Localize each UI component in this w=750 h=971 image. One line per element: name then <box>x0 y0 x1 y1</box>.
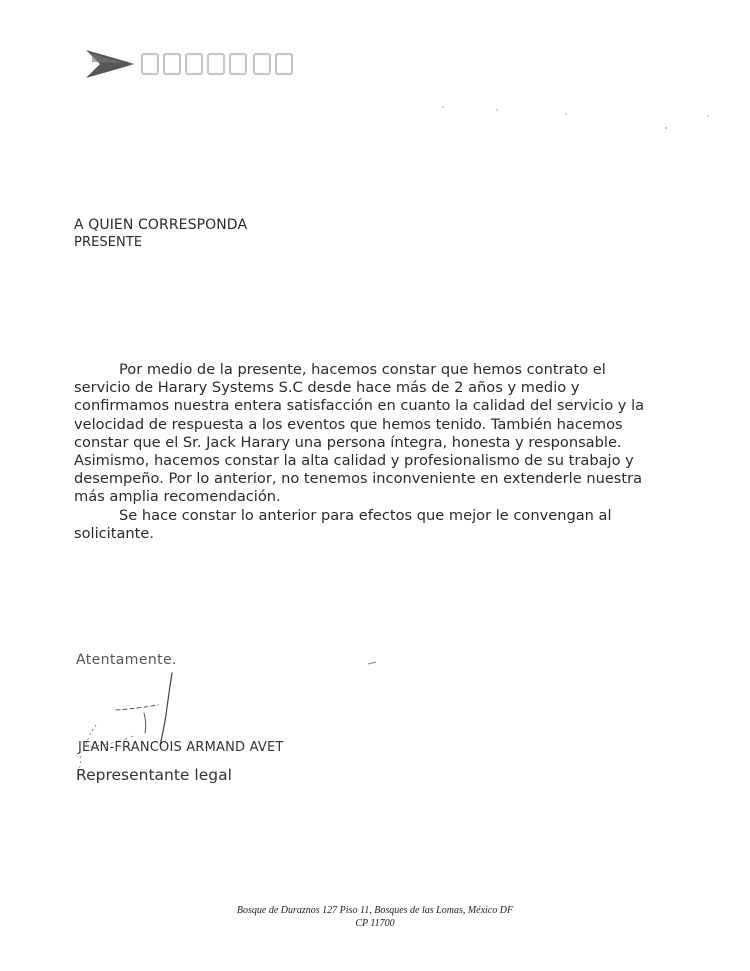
signer-name: JEAN-FRANCOIS ARMAND AVET <box>78 740 284 755</box>
body-paragraph-2: Se hace constar lo anterior para efectos que mejor le convengan al solicitante. <box>74 507 612 543</box>
salutation-presente: PRESENTE <box>74 235 143 250</box>
handwritten-signature <box>76 665 196 775</box>
closing-valediction: Atentamente. <box>76 652 177 668</box>
body-paragraph-1: Por medio de la presente, hacemos constar que hemos contrato el servicio de Harary Systems S.C desde hace más de 2 años y medio y confirmamos nuestra entera satisfacción en cuanto la calidad del servicio y la velocidad de respuesta a los eventos que hemos tenido. También hacemos constar que el Sr. Jack Harary una persona íntegra, honesta y responsable. Asimismo, hacemos constar la alta calidad y profesionalismo de su trabajo y desempeño. Por lo anterior, no tenemos inconveniente en extenderle nuestra más amplia recomendación. <box>74 361 645 506</box>
salutation <box>74 216 247 252</box>
salutation-recipient: A QUIEN CORRESPONDA <box>74 217 248 233</box>
footer-postal-code: CP 11700 <box>355 918 395 929</box>
signer-role: Representante legal <box>76 766 232 784</box>
footer-address-block <box>0 904 750 930</box>
airplane-chevron-icon <box>84 44 299 84</box>
company-logo <box>84 44 299 84</box>
footer-address: Bosque de Duraznos 127 Piso 11, Bosques de las Lomas, México DF <box>236 905 514 916</box>
